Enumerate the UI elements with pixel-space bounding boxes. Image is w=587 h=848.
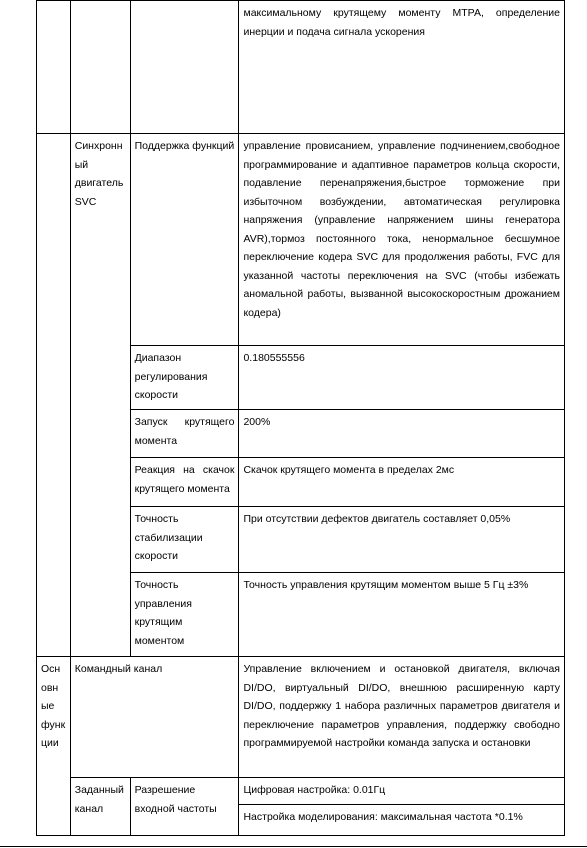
input-resolution-label: Разрешение входной частоты [130,778,239,836]
stabilization-accuracy-value: При отсутствии дефектов двигатель составляет 0,05% [239,507,565,573]
torque-step-value: Скачок крутящего момента в пределах 2мс [239,458,565,507]
table-row [37,657,565,778]
table-cell [130,1,239,134]
support-functions-desc: управление провисанием, управление подчинением,свободное программирование и адаптивное параметров кольца скорости, подавление перенапряжения,быстрое торможение при избыточном возбуждении, автоматическая регулировка напряжения (управление напряжением шины генератора AVR),тормоз постоянного тока, ненормальное бесшумное переключение кодера SVC для продолжения работы, FVC для указанной частоты переключения на SVC (чтобы избежать аномальной работы, вызванной высокоскоростным дрожанием кодера) [239,134,565,346]
start-torque-value: 200% [239,410,565,458]
command-channel-desc: Управление включением и остановкой двигателя, включая DI/DO, виртуальный DI/DO, внешнюю расширенную карту DI/DO, поддержку 1 набора различных параметров двигателя и переключение параметров управления, поддержку свободно программируемой настройки команда запуска и остановки [239,657,565,778]
page-divider [0,846,587,847]
given-channel-label: Заданный канал [70,778,130,836]
analog-setting-value: Настройка моделирования: максимальная частота *0.1% [239,804,565,835]
speed-range-label: Диапазон регулирования скорости [130,346,239,410]
table-row [37,778,565,805]
table-row [37,134,565,346]
digital-setting-value: Цифровая настройка: 0.01Гц [239,778,565,805]
table-cell [70,1,130,134]
command-channel-label: Командный канал [70,657,239,778]
speed-range-value: 0.180555556 [239,346,565,410]
basic-functions-label: Основные функции [37,657,71,836]
spec-table [36,0,565,836]
table-row [37,1,565,134]
support-functions-label: Поддержка функций [130,134,239,346]
torque-accuracy-label: Точность управления крутящим моментом [130,573,239,657]
torque-accuracy-value: Точность управления крутящим моментом выше 5 Гц ±3% [239,573,565,657]
svc-motor-label: Синхронный двигатель SVC [70,134,130,657]
continuation-desc: максимальному крутящему моменту МТРА, определение инерции и подача сигнала ускорения [239,1,565,134]
stabilization-accuracy-label: Точность стабилизации скорости [130,507,239,573]
start-torque-label: Запуск крутящего момента [130,410,239,458]
table-cell [37,134,71,657]
table-cell [37,1,71,134]
torque-step-label: Реакция на скачок крутящего момента [130,458,239,507]
